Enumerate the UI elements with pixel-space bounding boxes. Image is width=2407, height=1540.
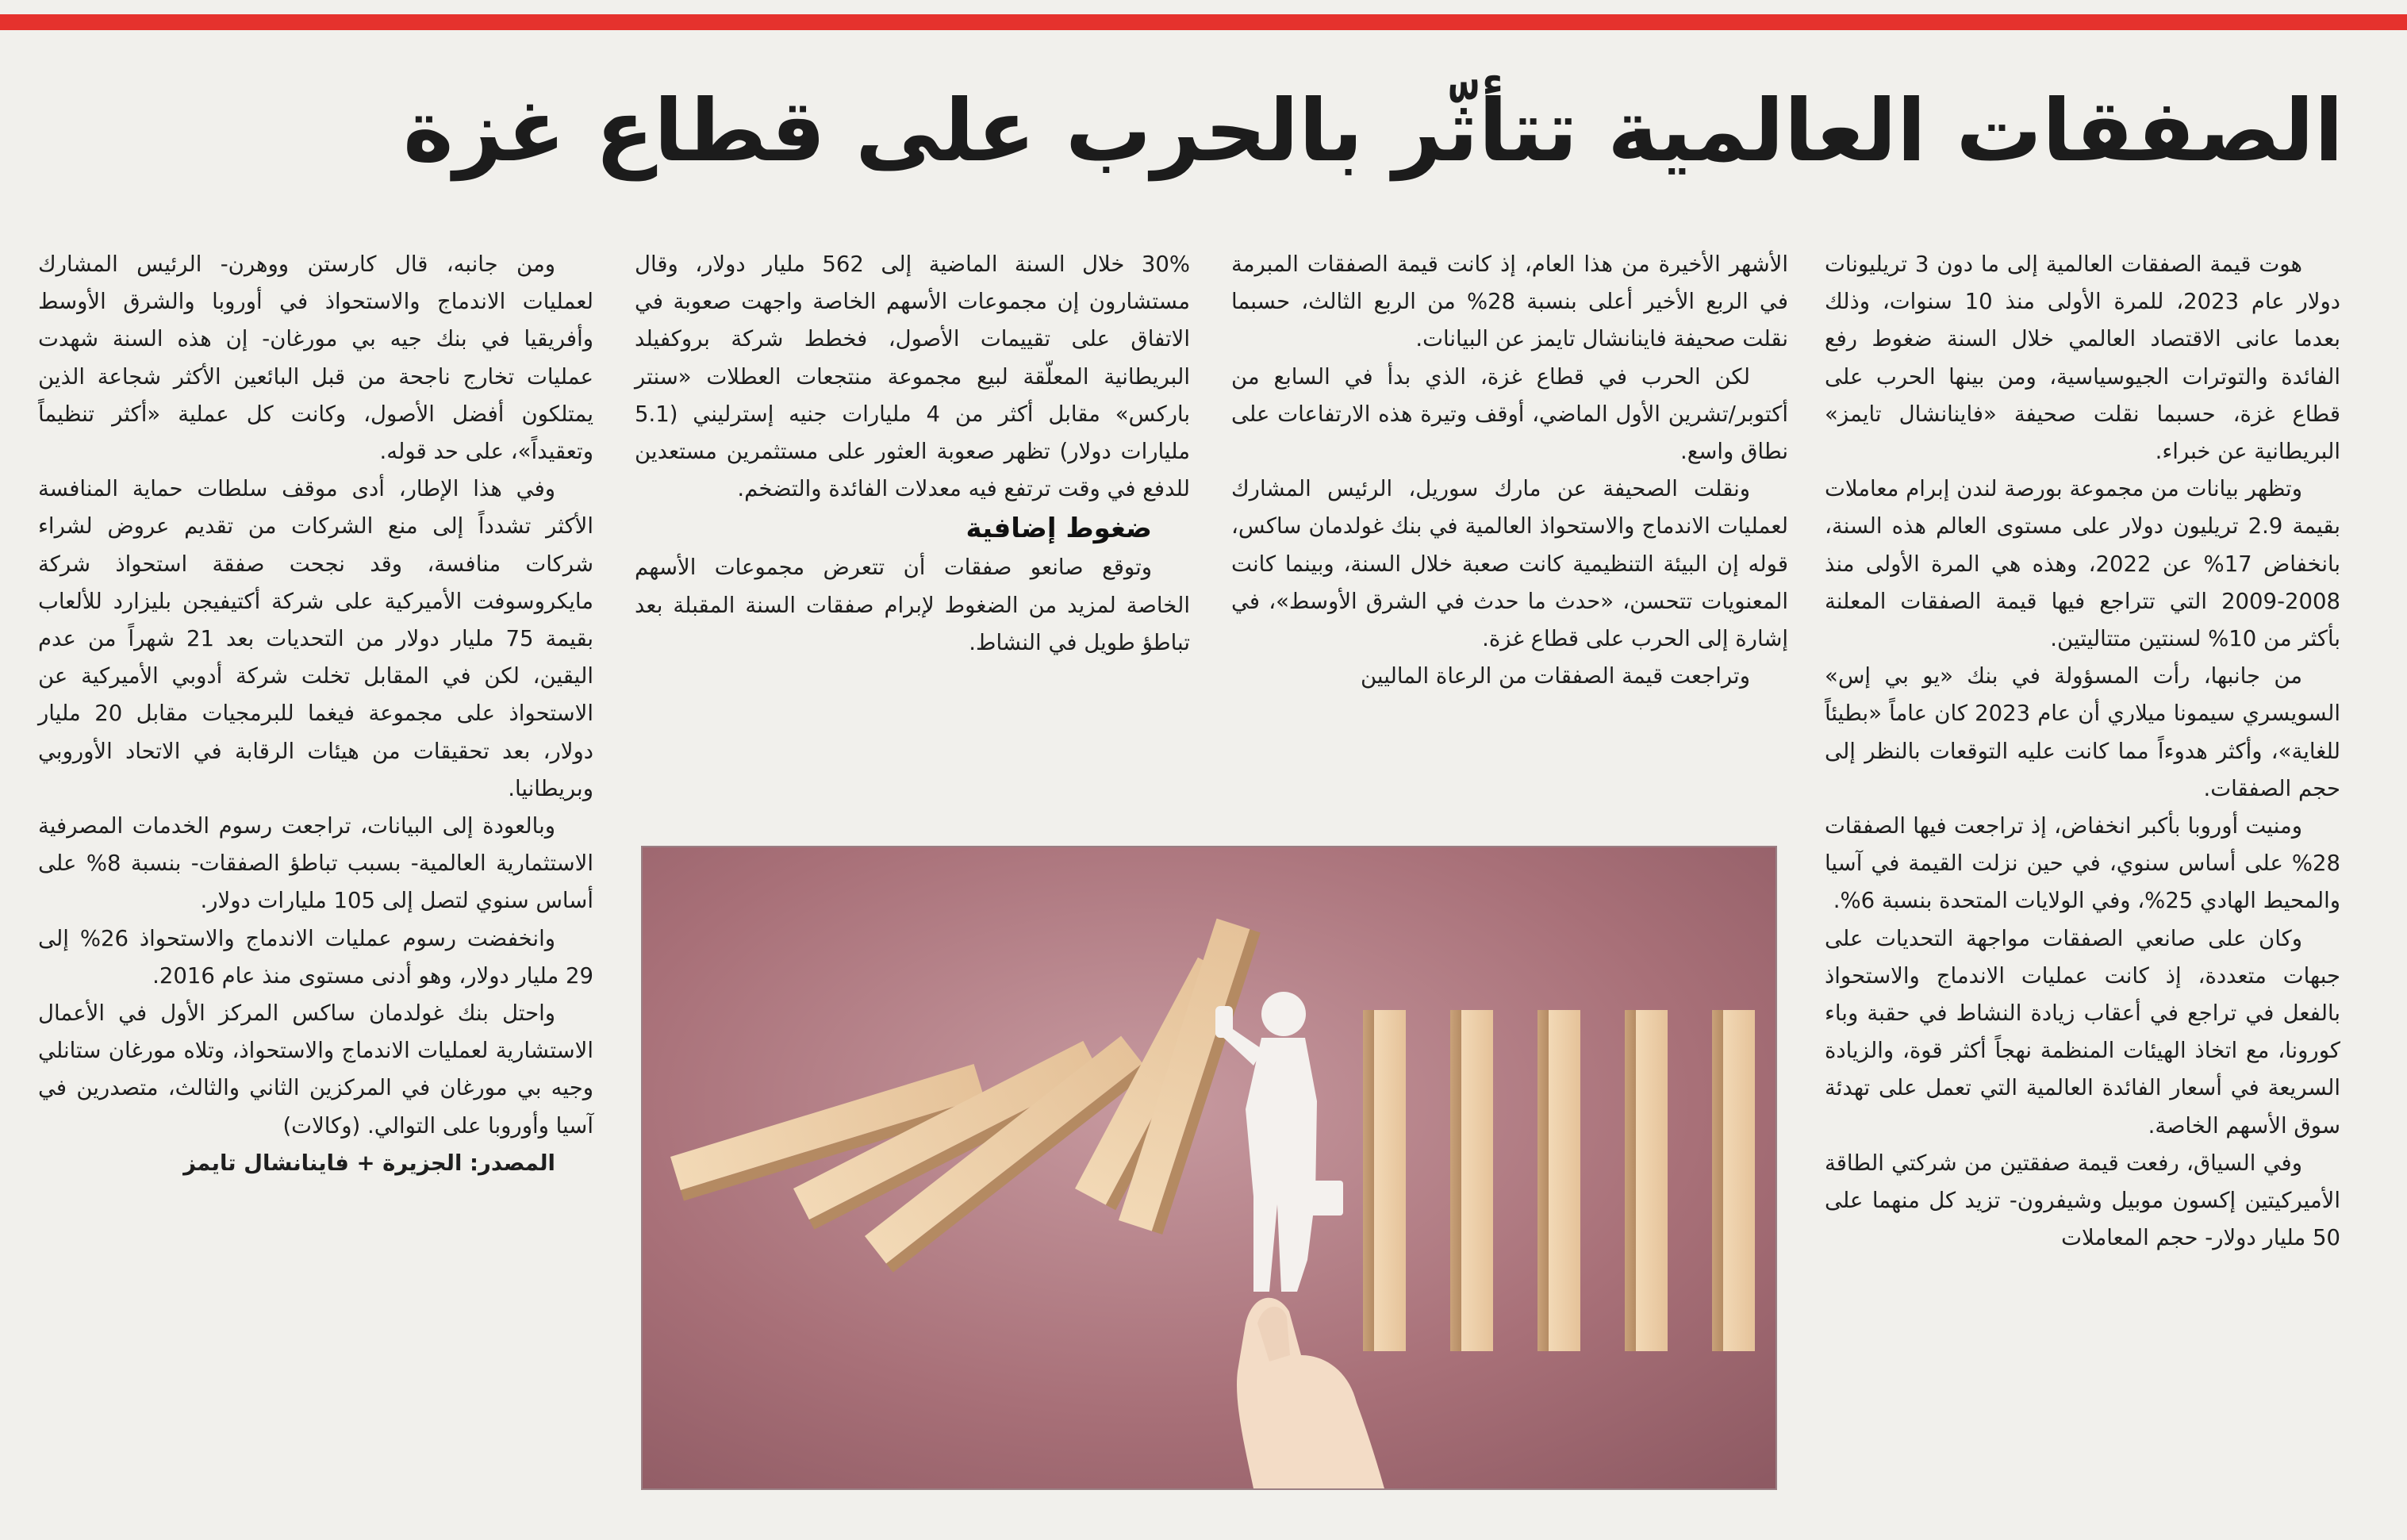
article-column-3: [635, 246, 1190, 662]
paragraph: لكن الحرب في قطاع غزة، الذي بدأ في السابع من أكتوبر/تشرين الأول الماضي، أوقف وتيرة هذه الارتفاعات على نطاق واسع.: [1231, 363, 1788, 465]
article-column-1: [1825, 246, 2340, 1257]
standing-domino: [1537, 1010, 1580, 1351]
article-headline: الصفقات العالمية تتأثّر بالحرب على قطاع غزة: [403, 82, 2344, 181]
standing-domino: [1450, 1010, 1493, 1351]
paragraph: واحتل بنك غولدمان ساكس المركز الأول في الأعمال الاستشارية لعمليات الاندماج والاستحواذ، وتلاه مورغان ستانلي وجيه بي مورغان في المركزين الثاني والثالث، متصدرين في آسيا وأوروبا على التوالي. (وكالات): [38, 1000, 593, 1139]
paragraph: من جانبها، رأت المسؤولة في بنك «يو بي إس» السويسري سيمونا ميلاري أن عام 2023 كان عاماً «بطيئاً للغاية»، وأكثر هدوءاً مما كانت عليه التوقعات بالنظر إلى حجم الصفقات.: [1825, 663, 2340, 801]
paragraph: هوت قيمة الصفقات العالمية إلى ما دون 3 تريليونات دولار عام 2023، للمرة الأولى منذ 10 سنوات، وذلك بعدما عانى الاقتصاد العالمي خلال السنة ضغوط رفع الفائدة والتوترات الجيوسياسية، ومن بينها الحرب على قطاع غزة، حسبما نقلت صحيفة «فاينانشال تايمز» البريطانية عن خبراء.: [1825, 252, 2340, 465]
standing-domino: [1712, 1010, 1755, 1351]
paragraph: ونقلت الصحيفة عن مارك سوريل، الرئيس المشارك لعمليات الاندماج والاستحواذ العالمية في بنك غولدمان ساكس، قوله إن البيئة التنظيمية كانت صعبة خلال السنة، وبينما كانت المعنويات تتحسن، «حدث ما حدث في الشرق الأوسط»، في إشارة إلى الحرب على قطاع غزة.: [1231, 476, 1788, 652]
paragraph: وفي هذا الإطار، أدى موقف سلطات حماية المنافسة الأكثر تشدداً إلى منع الشركات من تقديم عروض لشراء شركات منافسة، وقد نجحت صفقة استحواذ شركة مايكروسوفت الأميركية على شركة أكتيفيجن بليزارد للألعاب بقيمة 75 مليار دولار من التحديات بعد 21 شهراً من عدم اليقين، لكن في المقابل تخلت شركة أدوبي الأميركية عن الاستحواذ على مجموعة فيغما للبرمجيات مقابل 20 مليار دولار، بعد تحقيقات من هيئات الرقابة في الاتحاد الأوروبي وبريطانيا.: [38, 476, 594, 801]
standing-domino: [1363, 1010, 1406, 1351]
paragraph: وانخفضت رسوم عمليات الاندماج والاستحواذ 26% إلى 29 مليار دولار، وهو أدنى مستوى منذ عام 2016.: [38, 925, 593, 989]
paragraph: وبالعودة إلى البيانات، تراجعت رسوم الخدمات المصرفية الاستثمارية العالمية- بسبب تباطؤ الصفقات- بنسبة 8% على أساس سنوي لتصل إلى 105 مليارات دولار.: [38, 813, 593, 914]
paragraph: ومنيت أوروبا بأكبر انخفاض، إذ تراجعت فيها الصفقات 28% على أساس سنوي، في حين نزلت القيمة في آسيا والمحيط الهادي 25%، وفي الولايات المتحدة بنسبة 6%.: [1825, 813, 2340, 914]
paragraph: وتوقع صانعو صفقات أن تتعرض مجموعات الأسهم الخاصة لمزيد من الضغوط لإبرام صفقات السنة المقبلة بعد تباطؤ طويل في النشاط.: [635, 555, 1190, 655]
paragraph: وتراجعت قيمة الصفقات من الرعاة الماليين: [1360, 663, 1750, 689]
paragraph: وتظهر بيانات من مجموعة بورصة لندن إبرام معاملات بقيمة 2.9 تريليون دولار على مستوى العالم هذه السنة، بانخفاض 17% عن 2022، وهذه هي المرة الأولى منذ 2008-2009 التي تتراجع فيها قيمة الصفقات المعلنة بأكثر من 10% لسنتين متتاليتين.: [1825, 476, 2341, 652]
domino-illustration: [643, 847, 1775, 1488]
paragraph: وكان على صانعي الصفقات مواجهة التحديات على جبهات متعددة، إذ كانت عمليات الاندماج والاستحواذ بالفعل في تراجع في أعقاب زيادة النشاط في حقبة وباء كورونا، مع اتخاذ الهيئات المنظمة نهجاً أكثر قوة، والزيادة السريعة في أسعار الفائدة العالمية التي تعمل على تهدئة سوق الأسهم الخاصة.: [1825, 925, 2340, 1139]
source-credit: المصدر: الجزيرة + فاينانشال تايمز: [183, 1150, 555, 1176]
top-red-rule: [0, 14, 2407, 30]
domino-photo: [641, 846, 1777, 1490]
paragraph: الأشهر الأخيرة من هذا العام، إذ كانت قيمة الصفقات المبرمة في الربع الأخير أعلى بنسبة 28% من الربع الثالث، حسبما نقلت صحيفة فاينانشال تايمز عن البيانات.: [1231, 252, 1789, 352]
article-column-2: [1231, 246, 1788, 695]
section-subheading: ضغوط إضافية: [965, 513, 1152, 545]
paragraph: 30% خلال السنة الماضية إلى 562 مليار دولار، وقال مستشارون إن مجموعات الأسهم الخاصة واجهت صعوبة في الاتفاق على تقييمات الأصول، فخطط شركة بروكفيلد البريطانية المعلّقة لبيع مجموعة منتجعات العطلات «سنتر باركس» مقابل أكثر من 4 مليارات جنيه إسترليني (5.1 مليارات دولار) تظهر صعوبة العثور على مستثمرين مستعدين للدفع في وقت ترتفع فيه معدلات الفائدة والتضخم.: [635, 252, 1191, 502]
article-column-4: [38, 246, 593, 1182]
paragraph: ومن جانبه، قال كارستن ووهرن- الرئيس المشارك لعمليات الاندماج والاستحواذ في أوروبا والشرق الأوسط وأفريقيا في بنك جيه بي مورغان- إن هذه السنة شهدت عمليات تخارج ناجحة من قبل البائعين الأكثر شجاعة الذين يمتلكون أفضل الأصول، وكانت كل عملية «أكثر تنظيماً وتعقيداً»، على حد قوله.: [38, 252, 593, 465]
paragraph: وفي السياق، رفعت قيمة صفقتين من شركتي الطاقة الأميركيتين إكسون موبيل وشيفرون- تزيد كل منهما على 50 مليار دولار- حجم المعاملات: [1825, 1150, 2340, 1251]
standing-domino: [1625, 1010, 1668, 1351]
